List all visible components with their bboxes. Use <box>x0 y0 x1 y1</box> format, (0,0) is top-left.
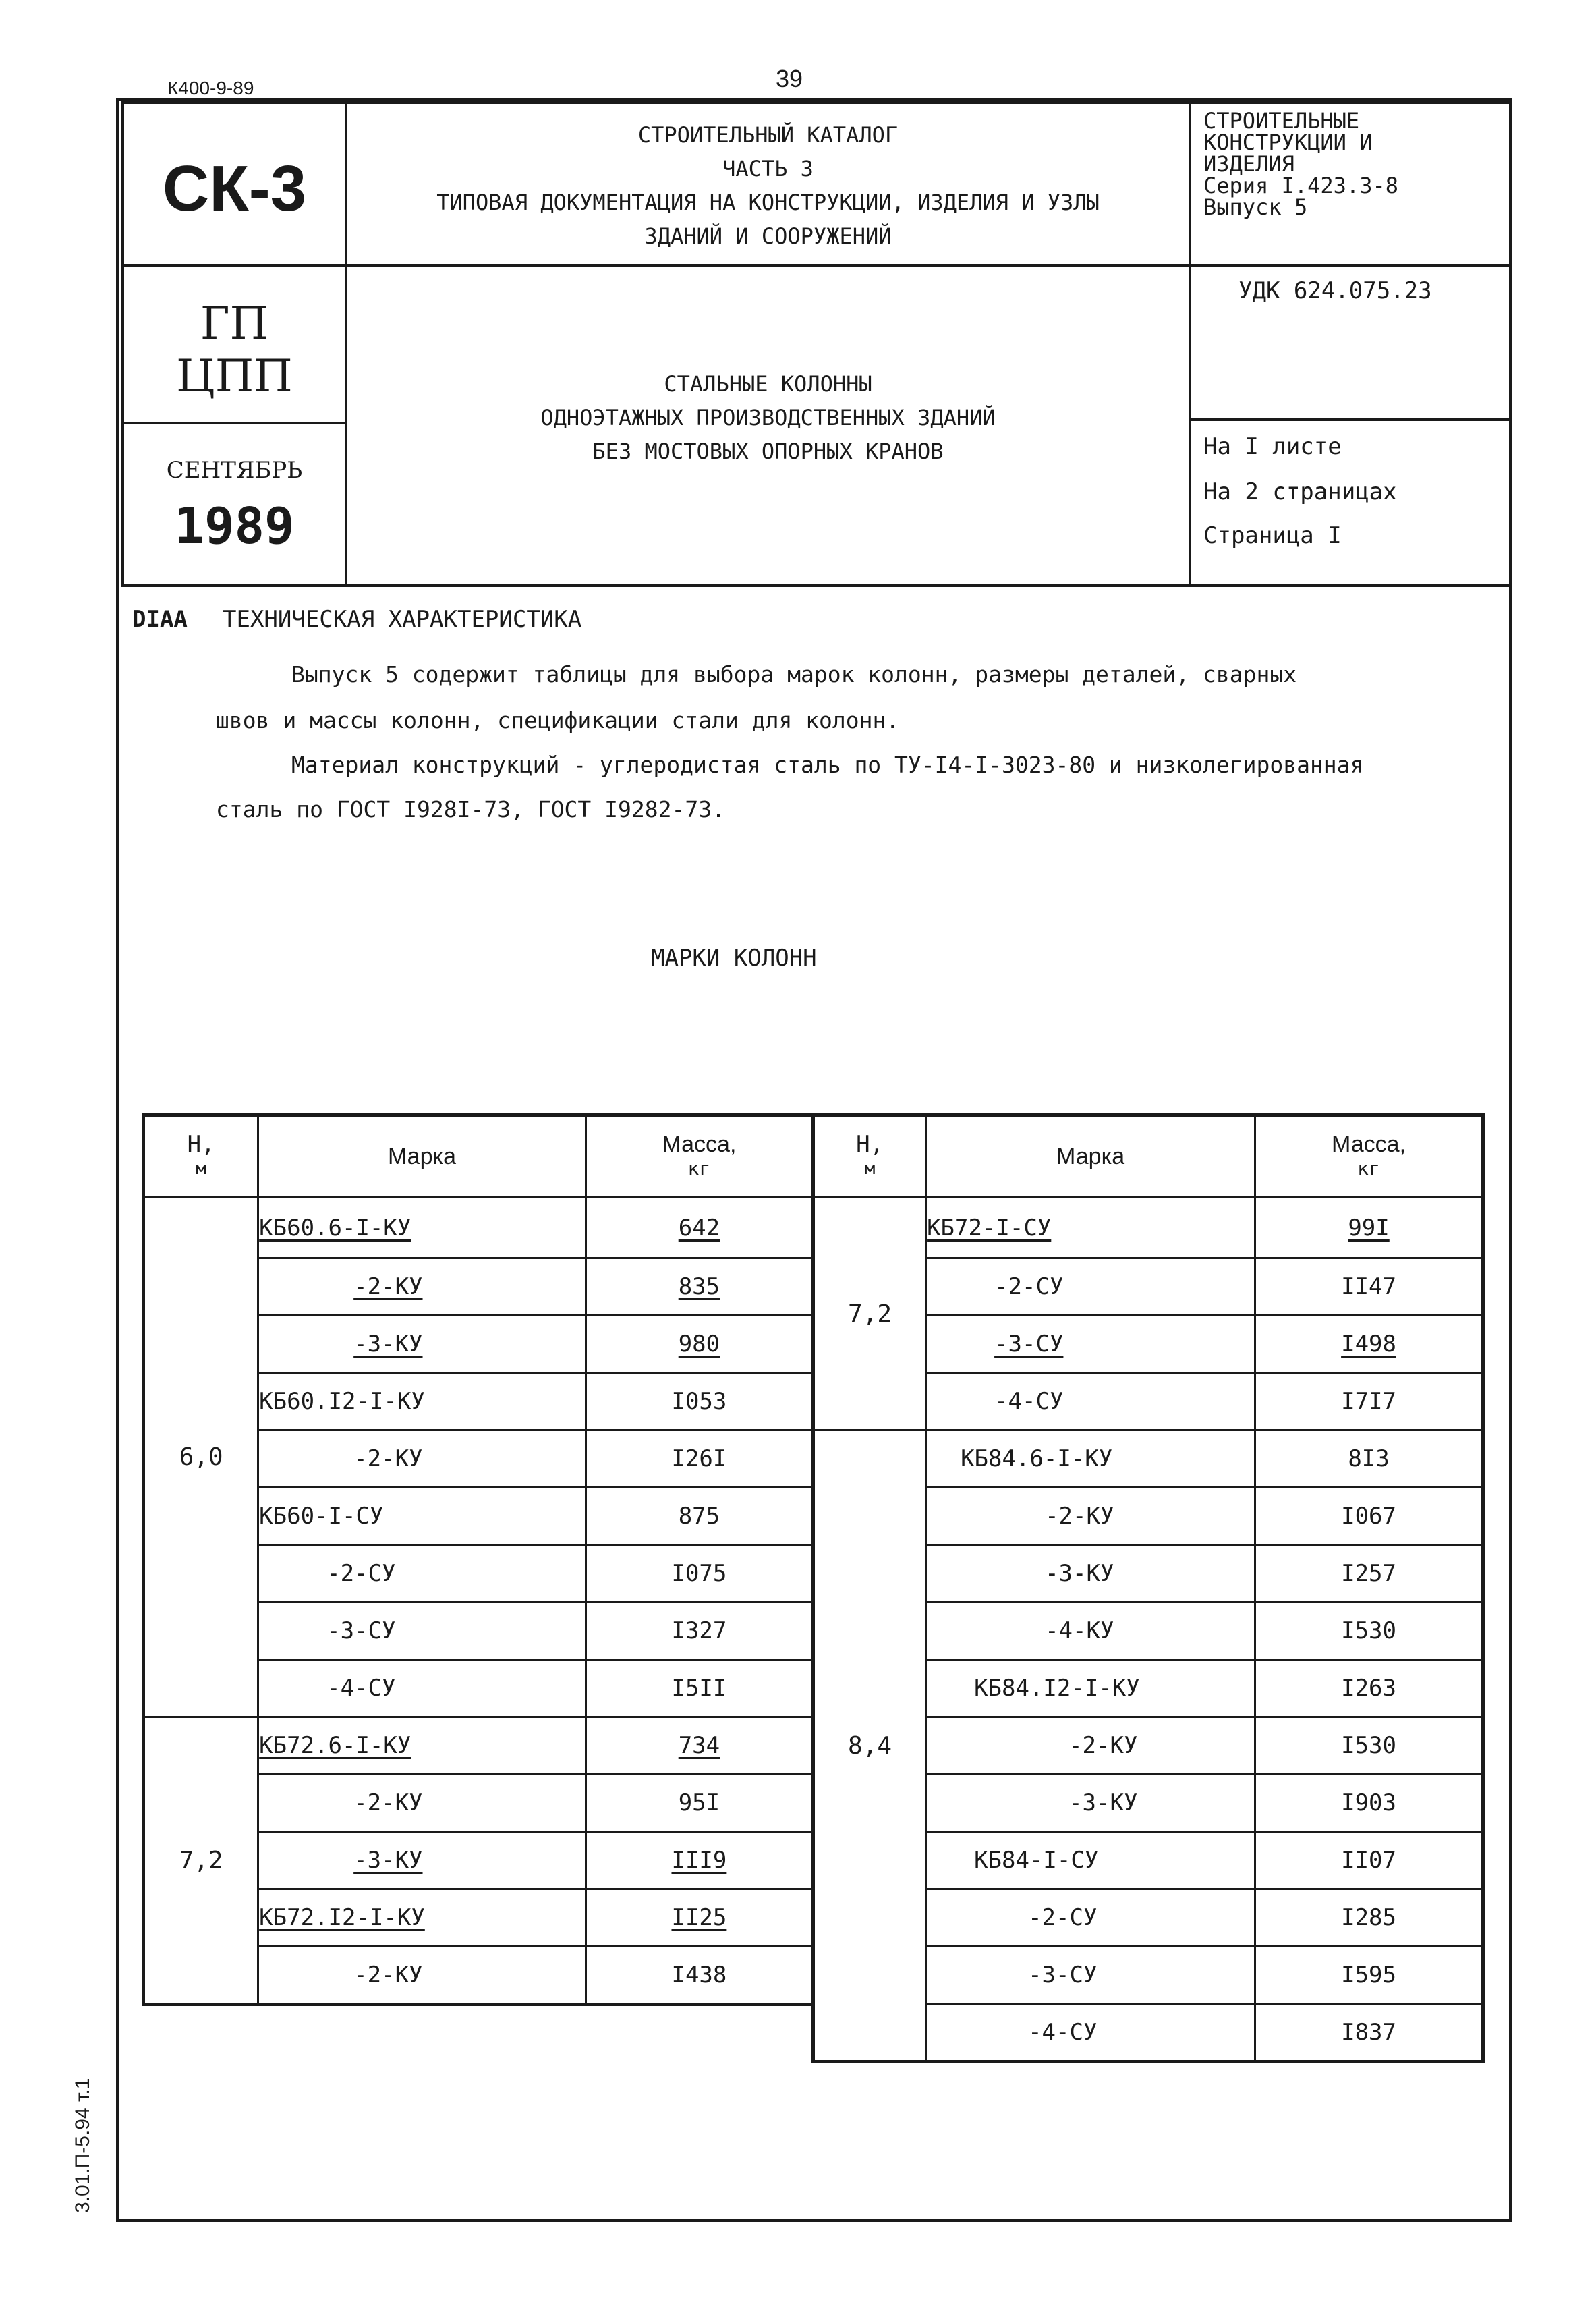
header-height: Н, м <box>144 1115 258 1198</box>
mark-cell: -2-КУ <box>258 1947 586 2005</box>
mark-cell: -4-СУ <box>926 1373 1255 1430</box>
product-line3: БЕЗ МОСТОВЫХ ОПОРНЫХ КРАНОВ <box>592 439 944 464</box>
page-number: 39 <box>776 65 803 92</box>
mark-cell: -3-КУ <box>258 1832 586 1889</box>
mass-cell: I075 <box>586 1545 813 1603</box>
mark-cell: КБ84-I-СУ <box>926 1832 1255 1889</box>
mass-cell: II25 <box>586 1889 813 1947</box>
series-line2: КОНСТРУКЦИИ И <box>1203 130 1373 155</box>
height-cell: 7,2 <box>814 1198 926 1430</box>
year: 1989 <box>174 497 295 555</box>
page-indicator: Страница I <box>1203 522 1342 549</box>
table-title: МАРКИ КОЛОНН <box>651 945 817 972</box>
series-code-box <box>121 101 347 267</box>
mass-cell: I26I <box>586 1430 813 1488</box>
sheet-count: На I листе <box>1203 433 1342 460</box>
section-heading: ТЕХНИЧЕСКАЯ ХАРАКТЕРИСТИКА <box>223 606 582 633</box>
header-mass: Масса, кг <box>1255 1115 1483 1198</box>
mark-cell: -2-СУ <box>926 1258 1255 1316</box>
series-number: Серия I.423.3-8 <box>1203 173 1398 198</box>
product-box <box>345 264 1191 587</box>
mass-cell: I595 <box>1255 1947 1483 2004</box>
mark-cell: -2-СУ <box>926 1889 1255 1947</box>
header-mark: Марка <box>926 1115 1255 1198</box>
organization-line1: ГП <box>200 298 269 350</box>
mark-cell: КБ60-I-СУ <box>258 1488 586 1545</box>
header-mark: Марка <box>258 1115 586 1198</box>
mass-cell: I837 <box>1255 2004 1483 2062</box>
series-line3: ИЗДЕЛИЯ <box>1203 151 1294 177</box>
catalog-line1: СТРОИТЕЛЬНЫЙ КАТАЛОГ <box>637 122 899 148</box>
mark-cell: КБ72-I-СУ <box>926 1198 1255 1258</box>
table-header-row <box>814 1115 1483 1198</box>
mass-cell: 835 <box>586 1258 813 1316</box>
table-row <box>814 1430 1483 1488</box>
mark-cell: -2-КУ <box>926 1717 1255 1775</box>
mass-cell: I438 <box>586 1947 813 2005</box>
paragraph1-line1: Выпуск 5 содержит таблицы для выбора марок колонн, размеры деталей, сварных <box>291 661 1297 688</box>
series-code: СК-3 <box>162 152 307 225</box>
mark-cell: -2-КУ <box>258 1430 586 1488</box>
header-mass: Масса, кг <box>586 1115 813 1198</box>
section-code: DIAA <box>132 606 188 633</box>
udk-box <box>1189 264 1512 421</box>
mark-cell: КБ60.I2-I-КУ <box>258 1373 586 1430</box>
mark-cell: -2-КУ <box>926 1488 1255 1545</box>
table-row <box>814 1198 1483 1258</box>
catalog-box <box>345 101 1191 267</box>
mark-cell: -3-КУ <box>258 1316 586 1373</box>
mass-cell: I053 <box>586 1373 813 1430</box>
sheet-info-box <box>1189 418 1512 587</box>
organization-box <box>121 264 347 424</box>
mark-cell: КБ60.6-I-КУ <box>258 1198 586 1258</box>
mass-cell: 980 <box>586 1316 813 1373</box>
mass-cell: I263 <box>1255 1660 1483 1717</box>
side-code: 3.01.П-5.94 т.1 <box>72 2078 94 2213</box>
series-line1: СТРОИТЕЛЬНЫЕ <box>1203 108 1360 134</box>
document-code: К400-9-89 <box>167 78 254 99</box>
mass-cell: 875 <box>586 1488 813 1545</box>
mark-cell: КБ72.I2-I-КУ <box>258 1889 586 1947</box>
table-header-row <box>144 1115 814 1198</box>
mark-cell: КБ72.6-I-КУ <box>258 1717 586 1775</box>
mark-cell: -3-СУ <box>926 1316 1255 1373</box>
product-line1: СТАЛЬНЫЕ КОЛОННЫ <box>664 371 872 397</box>
table-row <box>144 1198 814 1258</box>
issue-number: Выпуск 5 <box>1203 194 1308 220</box>
mass-cell: II47 <box>1255 1258 1483 1316</box>
mark-cell: -2-КУ <box>258 1258 586 1316</box>
mass-cell: I7I7 <box>1255 1373 1483 1430</box>
mark-cell: -4-СУ <box>258 1660 586 1717</box>
mark-cell: -3-СУ <box>258 1603 586 1660</box>
mark-cell: КБ84.6-I-КУ <box>926 1430 1255 1488</box>
mass-cell: II07 <box>1255 1832 1483 1889</box>
mass-cell: 8I3 <box>1255 1430 1483 1488</box>
mass-cell: I530 <box>1255 1603 1483 1660</box>
table-row <box>144 1717 814 1775</box>
mass-cell: I327 <box>586 1603 813 1660</box>
right-marks-table <box>811 1113 1485 2063</box>
mass-cell: III9 <box>586 1832 813 1889</box>
mass-cell: I498 <box>1255 1316 1483 1373</box>
left-marks-table <box>142 1113 815 2006</box>
height-cell: 8,4 <box>814 1430 926 2062</box>
mass-cell: I257 <box>1255 1545 1483 1603</box>
mass-cell: I5II <box>586 1660 813 1717</box>
mark-cell: -4-СУ <box>926 2004 1255 2062</box>
mark-cell: -3-СУ <box>926 1947 1255 2004</box>
header-height: Н, м <box>814 1115 926 1198</box>
series-info-box <box>1189 101 1512 267</box>
udk-code: УДК 624.075.23 <box>1238 277 1432 304</box>
product-line2: ОДНОЭТАЖНЫХ ПРОИЗВОДСТВЕННЫХ ЗДАНИЙ <box>540 405 996 430</box>
catalog-line4: ЗДАНИЙ И СООРУЖЕНИЙ <box>644 223 892 249</box>
date-box <box>121 422 347 587</box>
paragraph2-line1: Материал конструкций - углеродистая сталь по ТУ-I4-I-3023-80 и низколегированная <box>291 752 1364 778</box>
mass-cell: 734 <box>586 1717 813 1775</box>
mark-cell: -2-КУ <box>258 1775 586 1832</box>
height-cell: 6,0 <box>144 1198 258 1717</box>
mass-cell: 99I <box>1255 1198 1483 1258</box>
mass-cell: 642 <box>586 1198 813 1258</box>
mark-cell: -4-КУ <box>926 1603 1255 1660</box>
mass-cell: I285 <box>1255 1889 1483 1947</box>
catalog-line3: ТИПОВАЯ ДОКУМЕНТАЦИЯ НА КОНСТРУКЦИИ, ИЗДЕЛИЯ И УЗЛЫ <box>436 190 1100 215</box>
height-cell: 7,2 <box>144 1717 258 2005</box>
catalog-line2: ЧАСТЬ 3 <box>722 156 814 182</box>
page-count: На 2 страницах <box>1203 478 1397 505</box>
mass-cell: 95I <box>586 1775 813 1832</box>
mass-cell: I067 <box>1255 1488 1483 1545</box>
paragraph1-line2: швов и массы колонн, спецификации стали для колонн. <box>216 707 900 733</box>
month: СЕНТЯБРЬ <box>166 457 303 484</box>
mark-cell: -3-КУ <box>926 1775 1255 1832</box>
paragraph2-line2: сталь по ГОСТ I928I-73, ГОСТ I9282-73. <box>216 796 725 823</box>
organization-line2: ЦПП <box>176 350 293 402</box>
mark-cell: -3-КУ <box>926 1545 1255 1603</box>
mass-cell: I903 <box>1255 1775 1483 1832</box>
mark-cell: -2-СУ <box>258 1545 586 1603</box>
mass-cell: I530 <box>1255 1717 1483 1775</box>
mark-cell: КБ84.I2-I-КУ <box>926 1660 1255 1717</box>
